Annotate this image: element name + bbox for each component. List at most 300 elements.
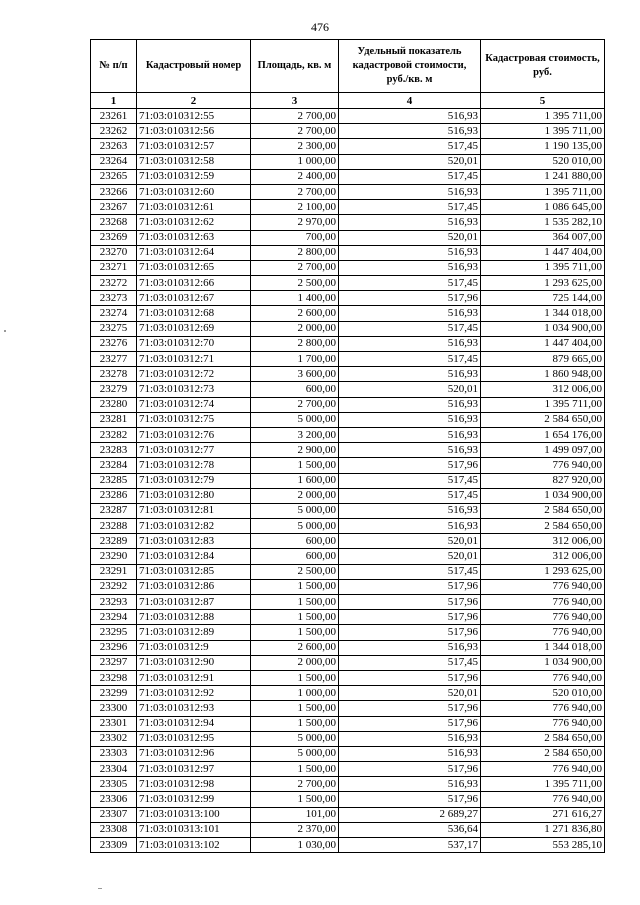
table-body <box>91 109 605 853</box>
table-row <box>91 701 605 716</box>
cadastral-cost-cell: 1 395 711,00 <box>481 109 605 124</box>
area-cell: 1 000,00 <box>251 154 339 169</box>
row-number-cell: 23275 <box>91 321 137 336</box>
table-row <box>91 458 605 473</box>
row-number-cell: 23272 <box>91 276 137 291</box>
area-cell: 2 100,00 <box>251 200 339 215</box>
specific-value-cell: 517,45 <box>339 352 481 367</box>
specific-value-cell: 517,96 <box>339 579 481 594</box>
table-row <box>91 230 605 245</box>
cadastral-cost-cell: 1 034 900,00 <box>481 488 605 503</box>
row-number-cell: 23262 <box>91 124 137 139</box>
cadastral-cost-cell: 2 584 650,00 <box>481 519 605 534</box>
row-number-cell: 23300 <box>91 701 137 716</box>
cadastral-number-cell: 71:03:010312:64 <box>137 245 251 260</box>
cadastral-number-cell: 71:03:010312:88 <box>137 610 251 625</box>
cadastral-cost-cell: 1 293 625,00 <box>481 276 605 291</box>
table-row <box>91 169 605 184</box>
row-number-cell: 23276 <box>91 336 137 351</box>
cadastral-cost-cell: 776 940,00 <box>481 458 605 473</box>
table-row <box>91 184 605 199</box>
area-cell: 600,00 <box>251 534 339 549</box>
area-cell: 2 370,00 <box>251 822 339 837</box>
cadastral-number-cell: 71:03:010312:71 <box>137 352 251 367</box>
row-number-cell: 23261 <box>91 109 137 124</box>
specific-value-cell: 517,45 <box>339 276 481 291</box>
area-cell: 1 600,00 <box>251 473 339 488</box>
cadastral-cost-cell: 1 034 900,00 <box>481 321 605 336</box>
table-row <box>91 807 605 822</box>
row-number-cell: 23286 <box>91 488 137 503</box>
cadastral-number-cell: 71:03:010312:89 <box>137 625 251 640</box>
specific-value-cell: 516,93 <box>339 443 481 458</box>
cadastral-cost-cell: 827 920,00 <box>481 473 605 488</box>
area-cell: 2 400,00 <box>251 169 339 184</box>
area-cell: 1 400,00 <box>251 291 339 306</box>
cadastral-cost-cell: 1 190 135,00 <box>481 139 605 154</box>
table-row <box>91 838 605 853</box>
cadastral-number-cell: 71:03:010312:97 <box>137 762 251 777</box>
cadastral-cost-cell: 1 447 404,00 <box>481 245 605 260</box>
table-row <box>91 260 605 275</box>
cadastral-cost-cell: 553 285,10 <box>481 838 605 853</box>
header-cadastral-cost: Кадастровая стоимость, руб. <box>481 40 605 93</box>
specific-value-cell: 516,93 <box>339 124 481 139</box>
specific-value-cell: 516,93 <box>339 777 481 792</box>
table-row <box>91 579 605 594</box>
table-row <box>91 367 605 382</box>
area-cell: 1 700,00 <box>251 352 339 367</box>
area-cell: 101,00 <box>251 807 339 822</box>
cadastral-cost-cell: 2 584 650,00 <box>481 746 605 761</box>
cadastral-number-cell: 71:03:010312:62 <box>137 215 251 230</box>
cadastral-number-cell: 71:03:010312:95 <box>137 731 251 746</box>
row-number-cell: 23277 <box>91 352 137 367</box>
cadastral-cost-cell: 1 395 711,00 <box>481 397 605 412</box>
area-cell: 1 500,00 <box>251 670 339 685</box>
row-number-cell: 23273 <box>91 291 137 306</box>
table-row <box>91 215 605 230</box>
table-row <box>91 276 605 291</box>
table-row <box>91 321 605 336</box>
area-cell: 2 700,00 <box>251 184 339 199</box>
row-number-cell: 23291 <box>91 564 137 579</box>
cadastral-number-cell: 71:03:010312:87 <box>137 595 251 610</box>
table-row <box>91 306 605 321</box>
row-number-cell: 23271 <box>91 260 137 275</box>
row-number-cell: 23285 <box>91 473 137 488</box>
table-row <box>91 762 605 777</box>
row-number-cell: 23307 <box>91 807 137 822</box>
specific-value-cell: 517,96 <box>339 595 481 610</box>
table-row <box>91 564 605 579</box>
specific-value-cell: 517,45 <box>339 169 481 184</box>
cadastral-cost-cell: 1 293 625,00 <box>481 564 605 579</box>
table-row <box>91 746 605 761</box>
cadastral-number-cell: 71:03:010312:65 <box>137 260 251 275</box>
table-row <box>91 473 605 488</box>
column-number-row <box>91 93 605 109</box>
row-number-cell: 23304 <box>91 762 137 777</box>
row-number-cell: 23303 <box>91 746 137 761</box>
cadastral-cost-cell: 1 499 097,00 <box>481 443 605 458</box>
area-cell: 1 500,00 <box>251 595 339 610</box>
area-cell: 2 500,00 <box>251 276 339 291</box>
cadastral-number-cell: 71:03:010312:75 <box>137 412 251 427</box>
specific-value-cell: 516,93 <box>339 503 481 518</box>
cadastral-number-cell: 71:03:010312:83 <box>137 534 251 549</box>
cadastral-cost-cell: 364 007,00 <box>481 230 605 245</box>
row-number-cell: 23269 <box>91 230 137 245</box>
row-number-cell: 23278 <box>91 367 137 382</box>
cadastral-number-cell: 71:03:010312:56 <box>137 124 251 139</box>
table-row <box>91 503 605 518</box>
specific-value-cell: 2 689,27 <box>339 807 481 822</box>
area-cell: 1 000,00 <box>251 686 339 701</box>
table-row <box>91 716 605 731</box>
cadastral-number-cell: 71:03:010312:77 <box>137 443 251 458</box>
specific-value-cell: 517,45 <box>339 488 481 503</box>
table-row <box>91 352 605 367</box>
row-number-cell: 23290 <box>91 549 137 564</box>
cadastral-cost-cell: 312 006,00 <box>481 549 605 564</box>
table-row <box>91 686 605 701</box>
specific-value-cell: 516,93 <box>339 367 481 382</box>
table-row <box>91 245 605 260</box>
cadastral-cost-cell: 776 940,00 <box>481 792 605 807</box>
area-cell: 2 600,00 <box>251 640 339 655</box>
cadastral-cost-cell: 2 584 650,00 <box>481 731 605 746</box>
cadastral-number-cell: 71:03:010312:68 <box>137 306 251 321</box>
row-number-cell: 23288 <box>91 519 137 534</box>
specific-value-cell: 516,93 <box>339 245 481 260</box>
row-number-cell: 23306 <box>91 792 137 807</box>
cadastral-number-cell: 71:03:010312:69 <box>137 321 251 336</box>
table-row <box>91 397 605 412</box>
specific-value-cell: 516,93 <box>339 412 481 427</box>
cadastral-number-cell: 71:03:010312:91 <box>137 670 251 685</box>
area-cell: 600,00 <box>251 549 339 564</box>
area-cell: 5 000,00 <box>251 519 339 534</box>
cadastral-cost-cell: 1 086 645,00 <box>481 200 605 215</box>
table-row <box>91 336 605 351</box>
row-number-cell: 23270 <box>91 245 137 260</box>
specific-value-cell: 517,96 <box>339 625 481 640</box>
area-cell: 1 500,00 <box>251 610 339 625</box>
specific-value-cell: 520,01 <box>339 549 481 564</box>
cadastral-number-cell: 71:03:010312:63 <box>137 230 251 245</box>
specific-value-cell: 517,45 <box>339 655 481 670</box>
area-cell: 2 000,00 <box>251 321 339 336</box>
specific-value-cell: 520,01 <box>339 154 481 169</box>
row-number-cell: 23302 <box>91 731 137 746</box>
cadastral-number-cell: 71:03:010312:76 <box>137 427 251 442</box>
specific-value-cell: 517,45 <box>339 139 481 154</box>
area-cell: 5 000,00 <box>251 503 339 518</box>
area-cell: 1 500,00 <box>251 716 339 731</box>
scan-speck <box>4 330 6 332</box>
cadastral-number-cell: 71:03:010312:78 <box>137 458 251 473</box>
cadastral-cost-cell: 1 535 282,10 <box>481 215 605 230</box>
cadastral-cost-cell: 1 395 711,00 <box>481 124 605 139</box>
table-row <box>91 488 605 503</box>
cadastral-number-cell: 71:03:010312:9 <box>137 640 251 655</box>
cadastral-cost-cell: 776 940,00 <box>481 670 605 685</box>
specific-value-cell: 520,01 <box>339 230 481 245</box>
area-cell: 1 500,00 <box>251 762 339 777</box>
cadastral-cost-cell: 1 241 880,00 <box>481 169 605 184</box>
specific-value-cell: 517,96 <box>339 670 481 685</box>
cadastral-cost-cell: 1 034 900,00 <box>481 655 605 670</box>
row-number-cell: 23293 <box>91 595 137 610</box>
area-cell: 2 700,00 <box>251 260 339 275</box>
specific-value-cell: 516,93 <box>339 215 481 230</box>
cadastral-number-cell: 71:03:010313:101 <box>137 822 251 837</box>
specific-value-cell: 517,96 <box>339 716 481 731</box>
row-number-cell: 23280 <box>91 397 137 412</box>
area-cell: 1 500,00 <box>251 458 339 473</box>
cadastral-number-cell: 71:03:010312:72 <box>137 367 251 382</box>
area-cell: 2 970,00 <box>251 215 339 230</box>
cadastral-cost-cell: 1 344 018,00 <box>481 640 605 655</box>
specific-value-cell: 517,96 <box>339 610 481 625</box>
cadastral-number-cell: 71:03:010312:90 <box>137 655 251 670</box>
cadastral-number-cell: 71:03:010313:102 <box>137 838 251 853</box>
area-cell: 2 700,00 <box>251 124 339 139</box>
row-number-cell: 23296 <box>91 640 137 655</box>
cadastral-cost-cell: 2 584 650,00 <box>481 412 605 427</box>
header-cadastral-number: Кадастровый номер <box>137 40 251 93</box>
cadastral-cost-cell: 520 010,00 <box>481 154 605 169</box>
row-number-cell: 23265 <box>91 169 137 184</box>
table-row <box>91 792 605 807</box>
area-cell: 2 000,00 <box>251 488 339 503</box>
cadastral-value-table <box>90 39 605 853</box>
cadastral-number-cell: 71:03:010312:80 <box>137 488 251 503</box>
table-row <box>91 412 605 427</box>
row-number-cell: 23294 <box>91 610 137 625</box>
table-row <box>91 427 605 442</box>
area-cell: 2 000,00 <box>251 655 339 670</box>
area-cell: 2 300,00 <box>251 139 339 154</box>
row-number-cell: 23279 <box>91 382 137 397</box>
table-row <box>91 595 605 610</box>
row-number-cell: 23263 <box>91 139 137 154</box>
row-number-cell: 23295 <box>91 625 137 640</box>
specific-value-cell: 516,93 <box>339 336 481 351</box>
area-cell: 1 500,00 <box>251 579 339 594</box>
cadastral-number-cell: 71:03:010312:60 <box>137 184 251 199</box>
cadastral-number-cell: 71:03:010312:61 <box>137 200 251 215</box>
area-cell: 1 030,00 <box>251 838 339 853</box>
cadastral-cost-cell: 312 006,00 <box>481 382 605 397</box>
area-cell: 2 700,00 <box>251 397 339 412</box>
cadastral-number-cell: 71:03:010312:96 <box>137 746 251 761</box>
area-cell: 2 500,00 <box>251 564 339 579</box>
area-cell: 5 000,00 <box>251 412 339 427</box>
table-row <box>91 610 605 625</box>
row-number-cell: 23264 <box>91 154 137 169</box>
area-cell: 2 700,00 <box>251 109 339 124</box>
cadastral-cost-cell: 776 940,00 <box>481 762 605 777</box>
specific-value-cell: 520,01 <box>339 686 481 701</box>
area-cell: 3 600,00 <box>251 367 339 382</box>
area-cell: 5 000,00 <box>251 746 339 761</box>
cadastral-cost-cell: 776 940,00 <box>481 701 605 716</box>
cadastral-number-cell: 71:03:010312:93 <box>137 701 251 716</box>
area-cell: 2 900,00 <box>251 443 339 458</box>
specific-value-cell: 517,45 <box>339 200 481 215</box>
specific-value-cell: 517,45 <box>339 473 481 488</box>
area-cell: 700,00 <box>251 230 339 245</box>
cadastral-number-cell: 71:03:010312:57 <box>137 139 251 154</box>
table-row <box>91 124 605 139</box>
cadastral-number-cell: 71:03:010312:74 <box>137 397 251 412</box>
cadastral-cost-cell: 1 447 404,00 <box>481 336 605 351</box>
cadastral-cost-cell: 1 395 711,00 <box>481 777 605 792</box>
specific-value-cell: 517,45 <box>339 564 481 579</box>
specific-value-cell: 517,96 <box>339 762 481 777</box>
row-number-cell: 23282 <box>91 427 137 442</box>
row-number-cell: 23305 <box>91 777 137 792</box>
cadastral-number-cell: 71:03:010312:92 <box>137 686 251 701</box>
cadastral-number-cell: 71:03:010312:79 <box>137 473 251 488</box>
cadastral-cost-cell: 776 940,00 <box>481 716 605 731</box>
row-number-cell: 23268 <box>91 215 137 230</box>
row-number-cell: 23267 <box>91 200 137 215</box>
column-number: 3 <box>251 93 339 109</box>
specific-value-cell: 517,96 <box>339 291 481 306</box>
cadastral-number-cell: 71:03:010312:98 <box>137 777 251 792</box>
cadastral-number-cell: 71:03:010312:59 <box>137 169 251 184</box>
table-row <box>91 640 605 655</box>
header-specific-value: Удельный показатель кадастровой стоимости, руб./кв. м <box>339 40 481 93</box>
table-row <box>91 534 605 549</box>
row-number-cell: 23289 <box>91 534 137 549</box>
table-row <box>91 549 605 564</box>
specific-value-cell: 516,93 <box>339 184 481 199</box>
specific-value-cell: 516,93 <box>339 427 481 442</box>
cadastral-cost-cell: 1 271 836,80 <box>481 822 605 837</box>
cadastral-cost-cell: 776 940,00 <box>481 579 605 594</box>
column-number: 1 <box>91 93 137 109</box>
specific-value-cell: 516,93 <box>339 260 481 275</box>
specific-value-cell: 537,17 <box>339 838 481 853</box>
table-row <box>91 443 605 458</box>
specific-value-cell: 517,96 <box>339 701 481 716</box>
cadastral-cost-cell: 776 940,00 <box>481 625 605 640</box>
table-row <box>91 109 605 124</box>
cadastral-cost-cell: 776 940,00 <box>481 610 605 625</box>
specific-value-cell: 520,01 <box>339 534 481 549</box>
column-number: 5 <box>481 93 605 109</box>
cadastral-number-cell: 71:03:010312:55 <box>137 109 251 124</box>
area-cell: 5 000,00 <box>251 731 339 746</box>
table-header-row <box>91 40 605 93</box>
area-cell: 3 200,00 <box>251 427 339 442</box>
area-cell: 1 500,00 <box>251 625 339 640</box>
specific-value-cell: 516,93 <box>339 306 481 321</box>
cadastral-cost-cell: 879 665,00 <box>481 352 605 367</box>
cadastral-number-cell: 71:03:010312:82 <box>137 519 251 534</box>
cadastral-number-cell: 71:03:010312:94 <box>137 716 251 731</box>
cadastral-number-cell: 71:03:010312:81 <box>137 503 251 518</box>
specific-value-cell: 516,93 <box>339 519 481 534</box>
row-number-cell: 23298 <box>91 670 137 685</box>
row-number-cell: 23308 <box>91 822 137 837</box>
area-cell: 600,00 <box>251 382 339 397</box>
specific-value-cell: 516,93 <box>339 397 481 412</box>
scan-speck <box>98 888 102 889</box>
column-number: 2 <box>137 93 251 109</box>
specific-value-cell: 536,64 <box>339 822 481 837</box>
table-row <box>91 139 605 154</box>
cadastral-number-cell: 71:03:010312:84 <box>137 549 251 564</box>
header-area: Площадь, кв. м <box>251 40 339 93</box>
specific-value-cell: 517,96 <box>339 458 481 473</box>
cadastral-cost-cell: 776 940,00 <box>481 595 605 610</box>
table-row <box>91 154 605 169</box>
table-row <box>91 519 605 534</box>
table-row <box>91 625 605 640</box>
area-cell: 2 800,00 <box>251 336 339 351</box>
specific-value-cell: 520,01 <box>339 382 481 397</box>
area-cell: 2 700,00 <box>251 777 339 792</box>
row-number-cell: 23281 <box>91 412 137 427</box>
cadastral-cost-cell: 2 584 650,00 <box>481 503 605 518</box>
cadastral-number-cell: 71:03:010312:58 <box>137 154 251 169</box>
cadastral-number-cell: 71:03:010312:67 <box>137 291 251 306</box>
row-number-cell: 23297 <box>91 655 137 670</box>
row-number-cell: 23266 <box>91 184 137 199</box>
table-row <box>91 822 605 837</box>
cadastral-number-cell: 71:03:010312:99 <box>137 792 251 807</box>
area-cell: 2 800,00 <box>251 245 339 260</box>
cadastral-cost-cell: 1 395 711,00 <box>481 260 605 275</box>
area-cell: 1 500,00 <box>251 792 339 807</box>
cadastral-number-cell: 71:03:010312:85 <box>137 564 251 579</box>
specific-value-cell: 517,96 <box>339 792 481 807</box>
specific-value-cell: 516,93 <box>339 731 481 746</box>
row-number-cell: 23283 <box>91 443 137 458</box>
table-row <box>91 291 605 306</box>
cadastral-cost-cell: 312 006,00 <box>481 534 605 549</box>
row-number-cell: 23301 <box>91 716 137 731</box>
cadastral-cost-cell: 1 860 948,00 <box>481 367 605 382</box>
table-row <box>91 200 605 215</box>
table-row <box>91 655 605 670</box>
column-number: 4 <box>339 93 481 109</box>
specific-value-cell: 516,93 <box>339 640 481 655</box>
specific-value-cell: 516,93 <box>339 109 481 124</box>
row-number-cell: 23287 <box>91 503 137 518</box>
table-row <box>91 382 605 397</box>
row-number-cell: 23284 <box>91 458 137 473</box>
cadastral-number-cell: 71:03:010312:86 <box>137 579 251 594</box>
cadastral-cost-cell: 725 144,00 <box>481 291 605 306</box>
cadastral-number-cell: 71:03:010312:70 <box>137 336 251 351</box>
header-row-number: № п/п <box>91 40 137 93</box>
row-number-cell: 23274 <box>91 306 137 321</box>
row-number-cell: 23299 <box>91 686 137 701</box>
page-number: 476 <box>311 20 329 34</box>
table-row <box>91 777 605 792</box>
table-row <box>91 731 605 746</box>
cadastral-cost-cell: 271 616,27 <box>481 807 605 822</box>
row-number-cell: 23292 <box>91 579 137 594</box>
cadastral-number-cell: 71:03:010312:73 <box>137 382 251 397</box>
cadastral-cost-cell: 1 654 176,00 <box>481 427 605 442</box>
